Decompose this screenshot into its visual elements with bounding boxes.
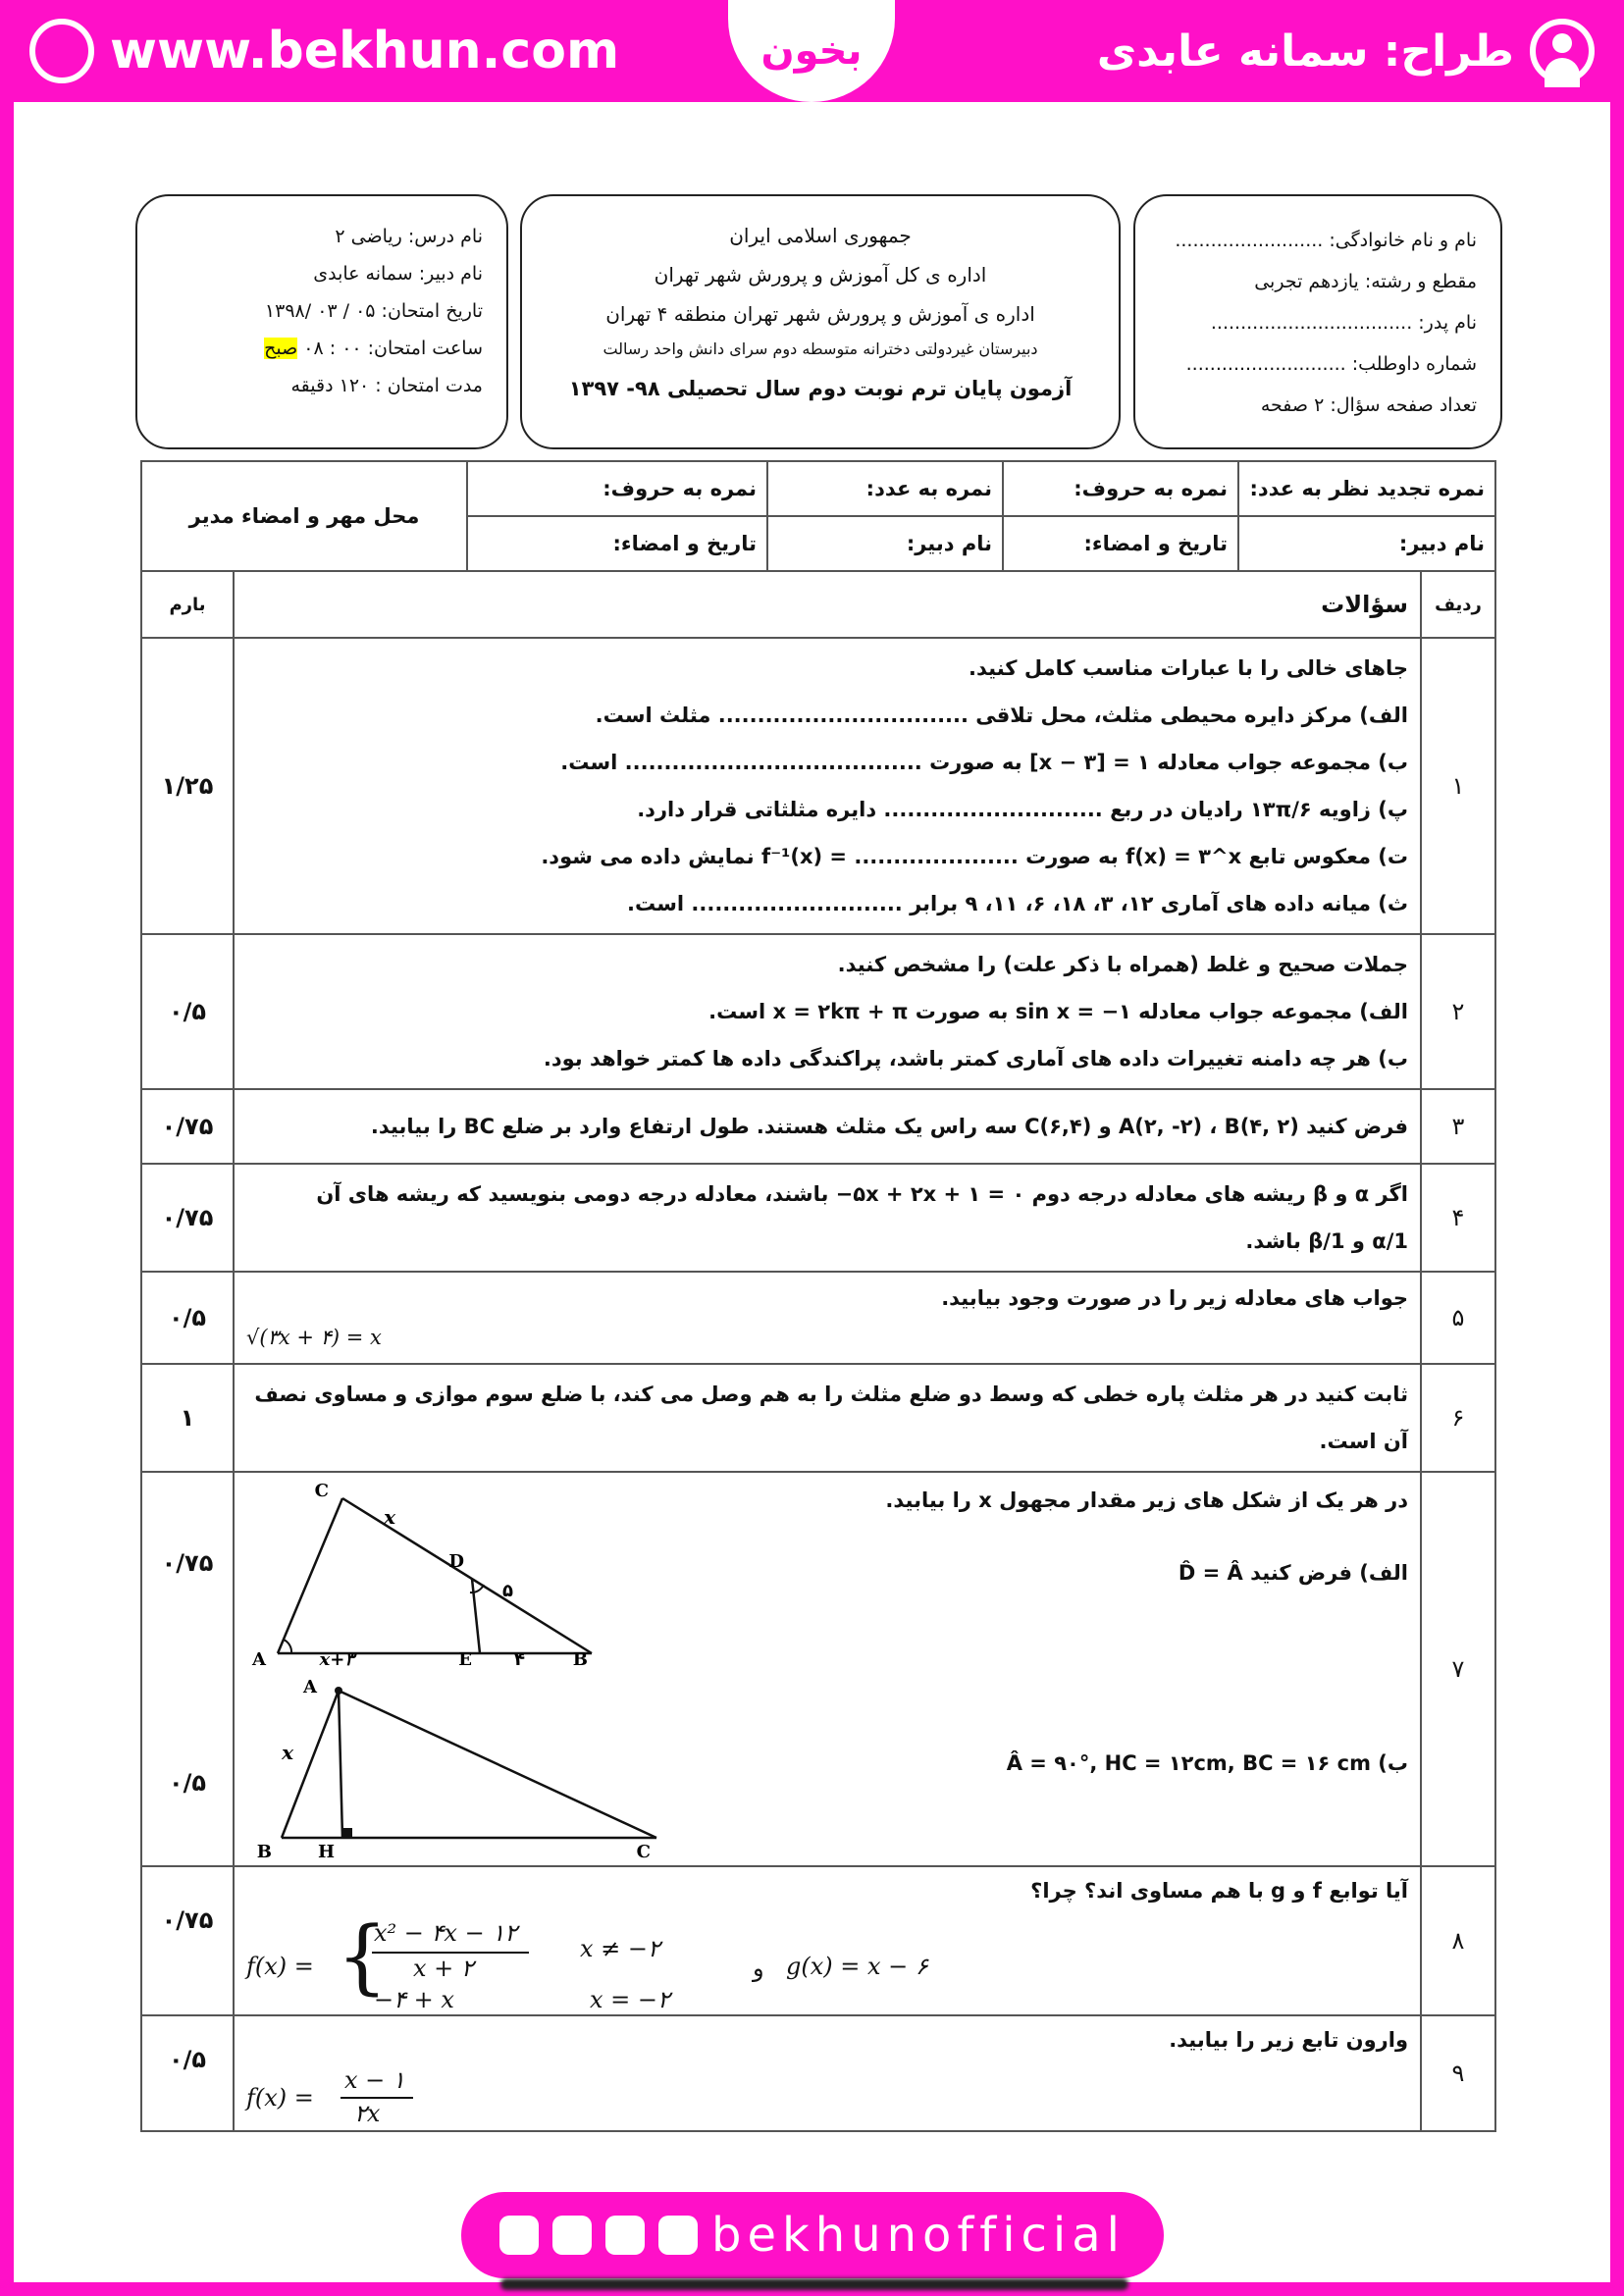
footer-shadow bbox=[500, 2278, 1128, 2290]
question-row bbox=[141, 934, 1495, 1089]
revised-grade-words: نمره به حروف: bbox=[1003, 461, 1238, 516]
revised-date-signature: تاریخ و امضاء: bbox=[1003, 516, 1238, 571]
label-h: H bbox=[317, 1842, 335, 1862]
exam-info-box bbox=[135, 194, 508, 449]
f-label: f(x) = bbox=[246, 2084, 314, 2112]
question-number: ۱ bbox=[1421, 638, 1495, 934]
question-row bbox=[141, 1472, 1495, 1866]
question-part: الف) مجموعه جواب معادله sin x = −۱ به صورت x = ۲kπ + π است. bbox=[708, 1000, 1408, 1023]
instagram-icon[interactable] bbox=[658, 2216, 698, 2255]
question-part: 1/α و 1/β باشد. bbox=[1245, 1229, 1408, 1253]
right-angle-mark bbox=[342, 1828, 352, 1838]
question-part: ب) Â = ۹۰°, HC = ۱۲cm, BC = ۱۶ cm bbox=[1006, 1751, 1408, 1775]
question-text: در هر یک از شکل های زیر مقدار مجهول x را بیابید. bbox=[885, 1488, 1408, 1512]
social-handle: bekhunofficial bbox=[710, 2208, 1126, 2263]
exam-duration: مدت امتحان : ۱۲۰ دقیقه bbox=[290, 375, 483, 396]
question-number: ۷ bbox=[1421, 1472, 1495, 1866]
row-header: ردیف bbox=[1421, 571, 1495, 638]
denominator: x + ۲ bbox=[413, 1955, 474, 1982]
question-score: ۰/۷۵ bbox=[141, 1866, 234, 2015]
question-text: وارون تابع زیر را بیابید. bbox=[1169, 2028, 1408, 2052]
question-body bbox=[234, 934, 1421, 1089]
question-number: ۹ bbox=[1421, 2015, 1495, 2131]
question-part: ب) هر چه دامنه تغییرات داده های آماری کمتر باشد، پراکندگی داده ها کمتر خواهد بود. bbox=[543, 1047, 1408, 1070]
grade-number: نمره به عدد: bbox=[767, 461, 1003, 516]
condition-2: x = −۲ bbox=[590, 1986, 670, 2013]
question-body bbox=[234, 1164, 1421, 1272]
question-row bbox=[141, 1089, 1495, 1164]
question-number: ۲ bbox=[1421, 934, 1495, 1089]
question-number: ۳ bbox=[1421, 1089, 1495, 1164]
label-b: B bbox=[256, 1842, 272, 1862]
social-bar[interactable] bbox=[461, 2192, 1164, 2278]
exam-time bbox=[264, 338, 483, 359]
telegram-icon[interactable] bbox=[605, 2216, 645, 2255]
question-number: ۴ bbox=[1421, 1164, 1495, 1272]
principal-seal: محل مهر و امضاء مدیر bbox=[141, 461, 467, 571]
revised-grade-number: نمره تجدید نظر به عدد: bbox=[1238, 461, 1495, 516]
label-c: C bbox=[636, 1842, 651, 1862]
side-ba bbox=[282, 1691, 339, 1838]
aparat-icon[interactable] bbox=[499, 2216, 539, 2255]
question-body bbox=[234, 638, 1421, 934]
f-label: f(x) = bbox=[246, 1953, 314, 1980]
score-part-b: ۰/۵ bbox=[168, 1769, 207, 1797]
numerator: x − ۱ bbox=[344, 2066, 405, 2094]
question-row bbox=[141, 1364, 1495, 1472]
score-part-a: ۰/۷۵ bbox=[161, 1549, 214, 1577]
teacher-name-field: نام دبیر: bbox=[767, 516, 1003, 571]
question-score: ۰/۷۵ bbox=[141, 1089, 234, 1164]
altitude-ah bbox=[339, 1691, 342, 1838]
candidate-number-field: شماره داوطلب: ........................... bbox=[1185, 353, 1477, 375]
g-function: g(x) = x − ۶ bbox=[786, 1953, 928, 1980]
grade-field: مقطع و رشته: یازدهم تجربی bbox=[1254, 271, 1477, 292]
course-name: نام درس: ریاضی ۲ bbox=[335, 226, 483, 247]
grade-table bbox=[140, 460, 1496, 572]
exam-time-label: ساعت امتحان: ۰۰ : ۰۸ bbox=[303, 338, 483, 359]
triangle-figure-a bbox=[248, 1481, 611, 1670]
question-body bbox=[234, 1364, 1421, 1472]
question-score: ۰/۷۵ bbox=[141, 1164, 234, 1272]
country: جمهوری اسلامی ایران bbox=[729, 224, 912, 247]
label-e: E bbox=[458, 1649, 472, 1670]
question-text: جملات صحیح و غلط (همراه با ذکر علت) را مشخص کنید. bbox=[837, 953, 1408, 976]
question-row bbox=[141, 1164, 1495, 1272]
label-5: ۵ bbox=[502, 1581, 513, 1601]
question-text: جواب های معادله زیر را در صورت وجود بیابید. bbox=[941, 1286, 1408, 1310]
side-cb bbox=[342, 1498, 592, 1653]
question-score: ۰/۵ bbox=[141, 934, 234, 1089]
label-x: x bbox=[384, 1505, 395, 1529]
question-number: ۸ bbox=[1421, 1866, 1495, 2015]
question-body bbox=[234, 1866, 1421, 2015]
label-a: A bbox=[252, 1649, 266, 1670]
question-part: الف) فرض کنید D̂ = Â bbox=[1178, 1561, 1408, 1585]
grade-words: نمره به حروف: bbox=[467, 461, 767, 516]
piecewise-function bbox=[246, 1910, 953, 2013]
label-x-plus-3: x+۳ bbox=[319, 1649, 354, 1670]
question-body bbox=[234, 1472, 1421, 1866]
triangle-figure-b bbox=[256, 1677, 676, 1863]
question-formula-row bbox=[246, 1318, 1408, 1357]
general-office: اداره ی کل آموزش و پرورش شهر تهران bbox=[654, 263, 987, 287]
question-body bbox=[234, 1272, 1421, 1364]
question-score: ۱/۲۵ bbox=[141, 638, 234, 934]
exam-time-highlight: صبح bbox=[264, 338, 298, 359]
questions-header: سؤالات bbox=[234, 571, 1421, 638]
designer-credit bbox=[1097, 18, 1595, 84]
condition-1: x ≠ −۲ bbox=[580, 1935, 660, 1962]
question-score: ۱ bbox=[141, 1364, 234, 1472]
question-part: ب) مجموعه جواب معادله ۱ = [x − ۳] به صورت ...................................... است. bbox=[560, 751, 1408, 774]
label-d: D bbox=[448, 1551, 464, 1572]
question-formula: √(۳x + ۴) = x bbox=[246, 1326, 382, 1349]
revised-teacher-name: نام دبیر: bbox=[1238, 516, 1495, 571]
designer-text: طراح: سمانه عابدی bbox=[1096, 26, 1514, 77]
side-ac bbox=[278, 1498, 342, 1653]
student-name-field: نام و نام خانوادگی: ......................... bbox=[1175, 230, 1477, 251]
question-number: ۵ bbox=[1421, 1272, 1495, 1364]
side-ac bbox=[339, 1691, 656, 1838]
globe-icon bbox=[29, 19, 94, 83]
website-link[interactable] bbox=[29, 18, 619, 84]
score-header: بارم bbox=[141, 571, 234, 638]
school-name: دبیرستان غیردولتی دخترانه متوسطه دوم سرای دانش واحد رسالت bbox=[602, 339, 1038, 358]
label-c: C bbox=[314, 1481, 329, 1501]
question-body bbox=[234, 2015, 1421, 2131]
question-text: ثابت کنید در هر مثلث پاره خطی که وسط دو ضلع مثلث را به هم وصل می کند، با ضلع سوم موازی و مساوی نصف bbox=[254, 1383, 1408, 1406]
youtube-icon[interactable] bbox=[552, 2216, 592, 2255]
question-score: ۰/۵ bbox=[141, 1272, 234, 1364]
exam-date: تاریخ امتحان: ۰۵ / ۰۳ /۱۳۹۸ bbox=[264, 300, 483, 322]
denominator: ۲x bbox=[354, 2100, 381, 2127]
question-row bbox=[141, 638, 1495, 934]
vertex-a-dot bbox=[335, 1687, 342, 1695]
question-row bbox=[141, 1866, 1495, 2015]
label-a: A bbox=[303, 1677, 317, 1697]
date-signature: تاریخ و امضاء: bbox=[467, 516, 767, 571]
logo-text: بخون bbox=[760, 28, 863, 74]
question-number: ۶ bbox=[1421, 1364, 1495, 1472]
question-text: آیا توابع f و g با هم مساوی اند؟ چرا؟ bbox=[1030, 1879, 1408, 1903]
numerator: x² − ۴x − ۱۲ bbox=[374, 1919, 518, 1947]
question-part: الف) مرکز دایره محیطی مثلث، محل تلاقی ................................ مثلث است. bbox=[595, 704, 1408, 727]
question-part: آن است. bbox=[1319, 1430, 1408, 1453]
teacher-name: نام دبیر: سمانه عابدی bbox=[313, 263, 483, 285]
question-text: فرض کنید A(۲, -۲) ، B(۴, ۲) و C(۶,۴) سه راس یک مثلث هستند. طول ارتفاع وارد بر ضلع BC را بیابید. bbox=[370, 1115, 1408, 1138]
question-score: ۰/۵ bbox=[141, 2015, 234, 2131]
question-row bbox=[141, 1272, 1495, 1364]
label-4: ۴ bbox=[514, 1649, 525, 1670]
questions-table bbox=[140, 570, 1496, 2132]
question-row bbox=[141, 2015, 1495, 2131]
exam-title: آزمون پایان ترم نوبت دوم سال تحصیلی ۹۸- ۱۳۹۷ bbox=[568, 377, 1073, 400]
user-icon bbox=[1530, 19, 1595, 83]
question-body bbox=[234, 1089, 1421, 1164]
question-text: جاهای خالی را با عبارات مناسب کامل کنید. bbox=[969, 656, 1408, 680]
question-part: ث) میانه داده های آماری ۱۲، ۳، ۱۸، ۶، ۱۱، ۹ برابر ........................... است. bbox=[627, 892, 1408, 915]
label-x: x bbox=[282, 1741, 293, 1764]
second-piece: −۴ + x bbox=[374, 1986, 454, 2013]
school-info-box bbox=[520, 194, 1121, 449]
website-text: www.bekhun.com bbox=[110, 22, 620, 80]
label-b: B bbox=[572, 1649, 588, 1670]
student-info-box bbox=[1133, 194, 1502, 449]
inverse-function bbox=[246, 2065, 462, 2128]
question-score bbox=[141, 1472, 234, 1866]
brace-glyph: { bbox=[337, 1910, 389, 2004]
question-part: ت) معکوس تابع f(x) = ۳^x به صورت ..................... = f⁻¹(x) نمایش داده می شود. bbox=[541, 845, 1408, 868]
angle-a-mark bbox=[284, 1640, 291, 1653]
father-name-field: نام پدر: .................................. bbox=[1210, 312, 1477, 334]
and-word: و bbox=[753, 1955, 764, 1982]
district-office: اداره ی آموزش و پرورش شهر تهران منطقه ۴ تهران bbox=[605, 302, 1035, 326]
page-count: تعداد صفحه سؤال: ۲ صفحه bbox=[1260, 394, 1477, 416]
question-part: پ) زاویه ۱۳π/۶ رادیان در ربع ............................ دایره مثلثاتی قرار دارد. bbox=[637, 798, 1408, 821]
question-text: اگر α و β ریشه های معادله درجه دوم ۰ = ۱ + ۵x + ۲x− باشند، معادله درجه دومی بنویسید که ریشه های آن bbox=[316, 1182, 1408, 1206]
